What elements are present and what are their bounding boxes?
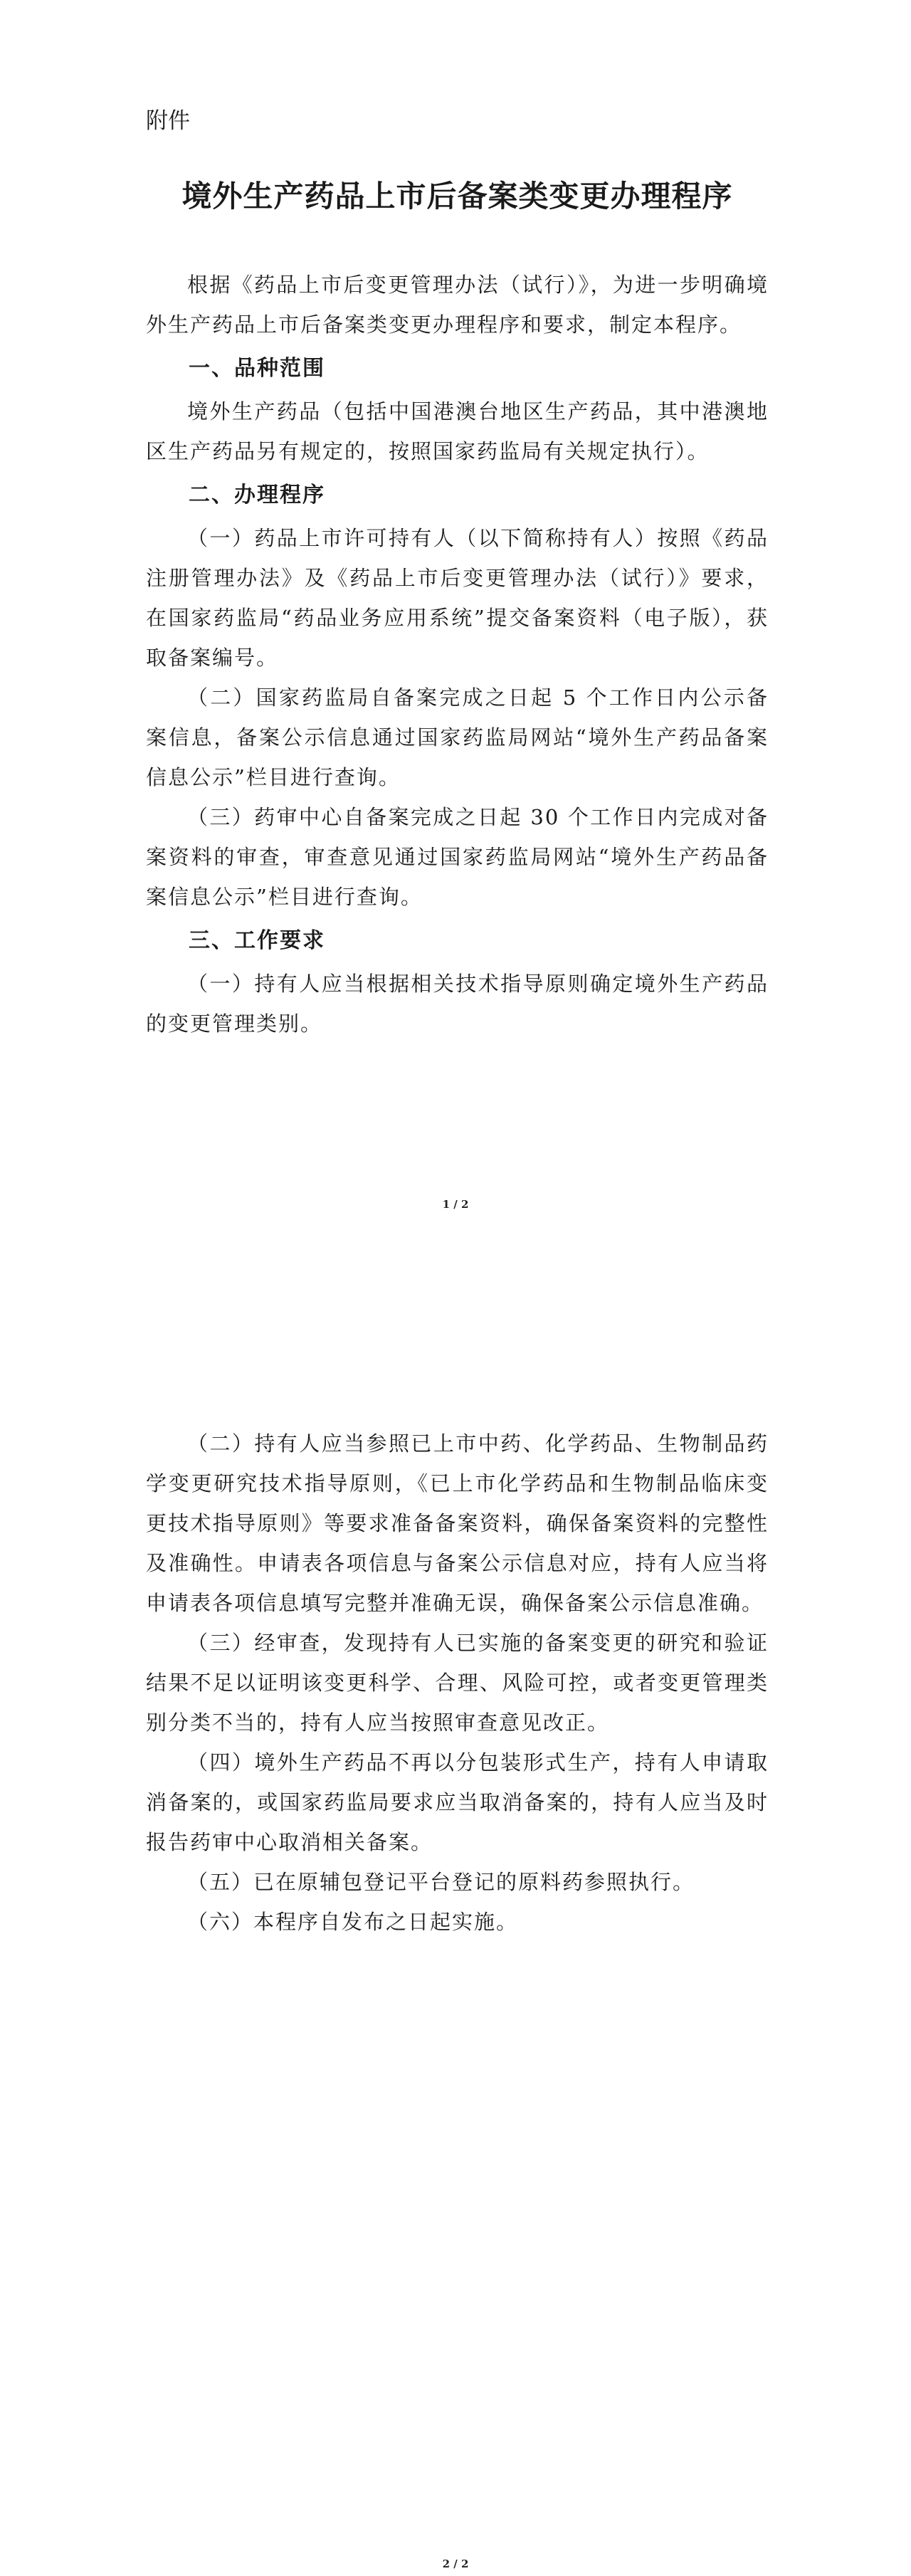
- page-1-content: [146, 107, 769, 1043]
- requirement-item-5: （五）已在原辅包登记平台登记的原料药参照执行。: [187, 1870, 695, 1894]
- procedure-item-2: （二）国家药监局自备案完成之日起 5 个工作日内公示备案信息，备案公示信息通过国家药监局网站“境外生产药品备案信息公示”栏目进行查询。: [146, 685, 769, 789]
- document-page-2: [0, 1281, 911, 2576]
- requirement-item-3: （三）经审查，发现持有人已实施的备案变更的研究和验证结果不足以证明该变更科学、合理、风险可控，或者变更管理类别分类不当的，持有人应当按照审查意见改正。: [146, 1631, 769, 1735]
- requirement-item-4: （四）境外生产药品不再以分包装形式生产，持有人申请取消备案的，或国家药监局要求应当取消备案的，持有人应当及时报告药审中心取消相关备案。: [146, 1750, 769, 1854]
- procedure-item-1: （一）药品上市许可持有人（以下简称持有人）按照《药品注册管理办法》及《药品上市后变更管理办法（试行）》要求，在国家药监局“药品业务应用系统”提交备案资料（电子版），获取备案编号。: [146, 526, 769, 670]
- document-title: 境外生产药品上市后备案类变更办理程序: [181, 179, 733, 214]
- intro-paragraph: 根据《药品上市后变更管理办法（试行）》，为进一步明确境外生产药品上市后备案类变更办理程序和要求，制定本程序。: [146, 273, 769, 337]
- requirement-item-6: （六）本程序自发布之日起实施。: [187, 1910, 519, 1934]
- section-heading-scope: 一、品种范围: [189, 356, 325, 381]
- page-number-1: 1 / 2: [442, 1198, 469, 1211]
- scope-paragraph: 境外生产药品（包括中国港澳台地区生产药品，其中港澳地区生产药品另有规定的，按照国家药监局有关规定执行）。: [146, 399, 769, 463]
- document-page-1: [0, 0, 911, 1281]
- requirement-item-1: （一）持有人应当根据相关技术指导原则确定境外生产药品的变更管理类别。: [146, 972, 769, 1036]
- attachment-label: 附件: [146, 108, 190, 134]
- page-number-2: 2 / 2: [442, 2557, 469, 2570]
- section-heading-procedure: 二、办理程序: [189, 483, 325, 508]
- page-2-content: [146, 1424, 769, 1942]
- section-heading-requirements: 三、工作要求: [189, 928, 325, 953]
- requirement-item-2: （二）持有人应当参照已上市中药、化学药品、生物制品药学变更研究技术指导原则，《已上市化学药品和生物制品临床变更技术指导原则》等要求准备备案资料，确保备案资料的完整性及准确性。申请表各项信息与备案公示信息对应，持有人应当将申请表各项信息填写完整并准确无误，确保备案公示信息准确。: [146, 1431, 769, 1615]
- procedure-item-3: （三）药审中心自备案完成之日起 30 个工作日内完成对备案资料的审查，审查意见通过国家药监局网站“境外生产药品备案信息公示”栏目进行查询。: [146, 805, 769, 909]
